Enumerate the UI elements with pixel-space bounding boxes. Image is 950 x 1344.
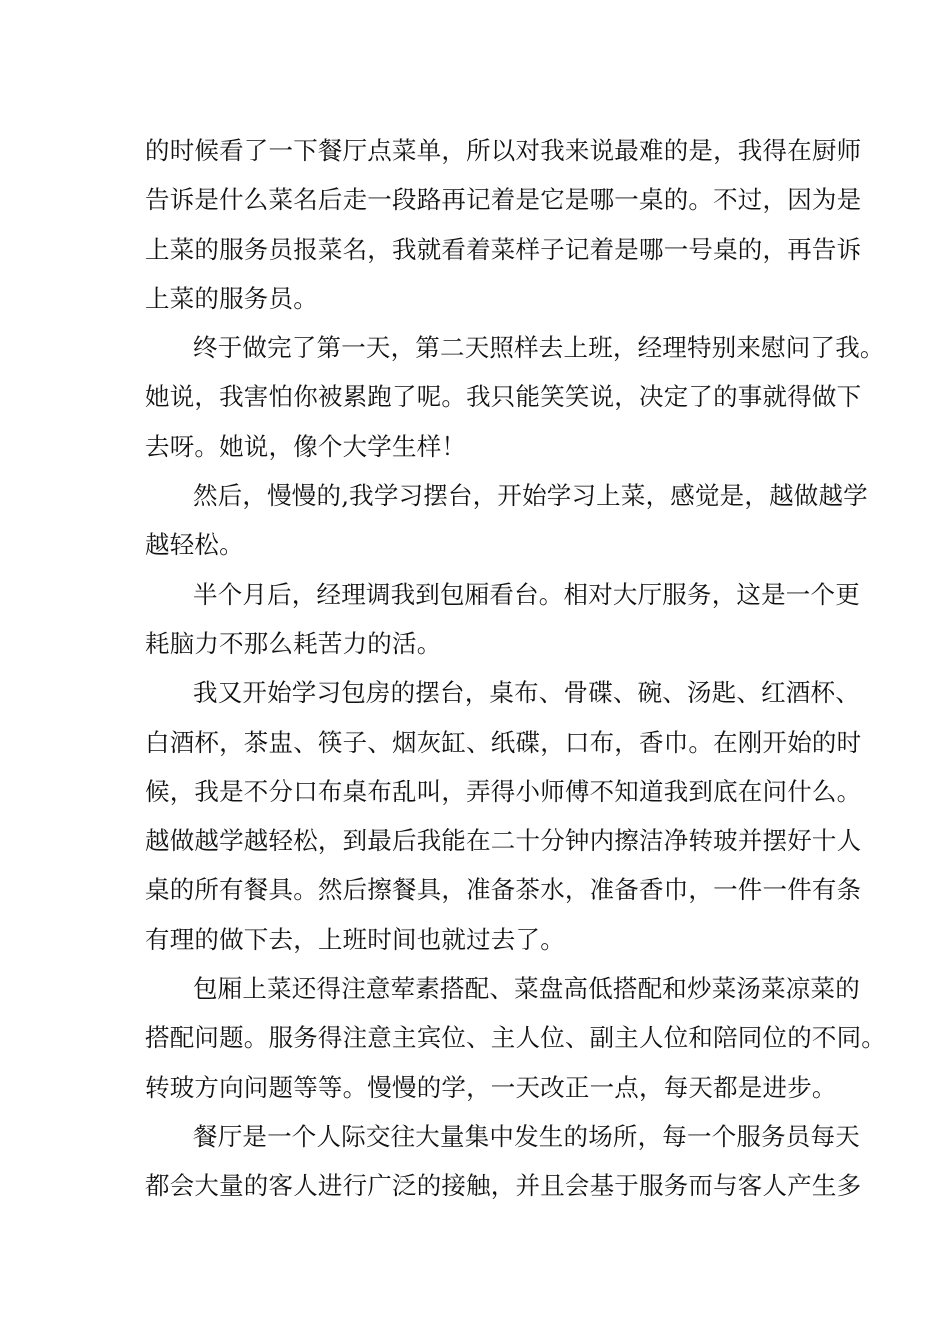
text-line: 上菜的服务员报菜名，我就看着菜样子记着是哪一号桌的，再告诉 xyxy=(145,234,862,264)
text-line: 搭配问题。服务得注意主宾位、主人位、副主人位和陪同位的不同。 xyxy=(145,1023,886,1053)
paragraph-first-line: 半个月后，经理调我到包厢看台。相对大厅服务，这是一个更 xyxy=(193,579,860,609)
body-text xyxy=(145,126,886,1211)
paragraph-first-line: 然后，慢慢的,我学习摆台，开始学习上菜，感觉是，越做越学 xyxy=(193,481,868,511)
paragraph-first-line: 我又开始学习包房的摆台，桌布、骨碟、碗、汤匙、红酒杯、 xyxy=(193,678,860,708)
text-line: 白酒杯，茶盅、筷子、烟灰缸、纸碟，口布，香巾。在刚开始的时 xyxy=(145,727,862,757)
text-line: 的时候看了一下餐厅点菜单，所以对我来说最难的是，我得在厨师 xyxy=(145,136,862,165)
paragraph-first-line: 终于做完了第一天，第二天照样去上班，经理特别来慰问了我。 xyxy=(193,333,885,363)
paragraph-first-line: 餐厅是一个人际交往大量集中发生的场所，每一个服务员每天 xyxy=(193,1121,860,1151)
text-line: 候，我是不分口布桌布乱叫，弄得小师傅不知道我到底在问什么。 xyxy=(145,776,862,806)
text-line: 桌的所有餐具。然后擦餐具，准备茶水，准备香巾，一件一件有条 xyxy=(145,875,862,905)
text-line: 上菜的服务员。 xyxy=(145,283,318,313)
text-line: 都会大量的客人进行广泛的接触，并且会基于服务而与客人产生多 xyxy=(145,1171,862,1201)
text-line: 耗脑力不那么耗苦力的活。 xyxy=(145,628,442,658)
paragraph-first-line: 包厢上菜还得注意荤素搭配、菜盘高低搭配和炒菜汤菜凉菜的 xyxy=(193,974,860,1004)
text-line: 越做越学越轻松，到最后我能在二十分钟内擦洁净转玻并摆好十人 xyxy=(145,826,862,856)
text-line: 告诉是什么菜名后走一段路再记着是它是哪一桌的。不过，因为是 xyxy=(145,185,862,215)
text-line: 有理的做下去，上班时间也就过去了。 xyxy=(145,924,565,954)
text-line: 越轻松。 xyxy=(145,530,244,560)
text-line: 她说，我害怕你被累跑了呢。我只能笑笑说，决定了的事就得做下 xyxy=(145,382,862,412)
text-line: 转玻方向问题等等。慢慢的学，一天改正一点，每天都是进步。 xyxy=(145,1072,837,1102)
text-line: 去呀。她说，像个大学生样！ xyxy=(145,431,467,461)
